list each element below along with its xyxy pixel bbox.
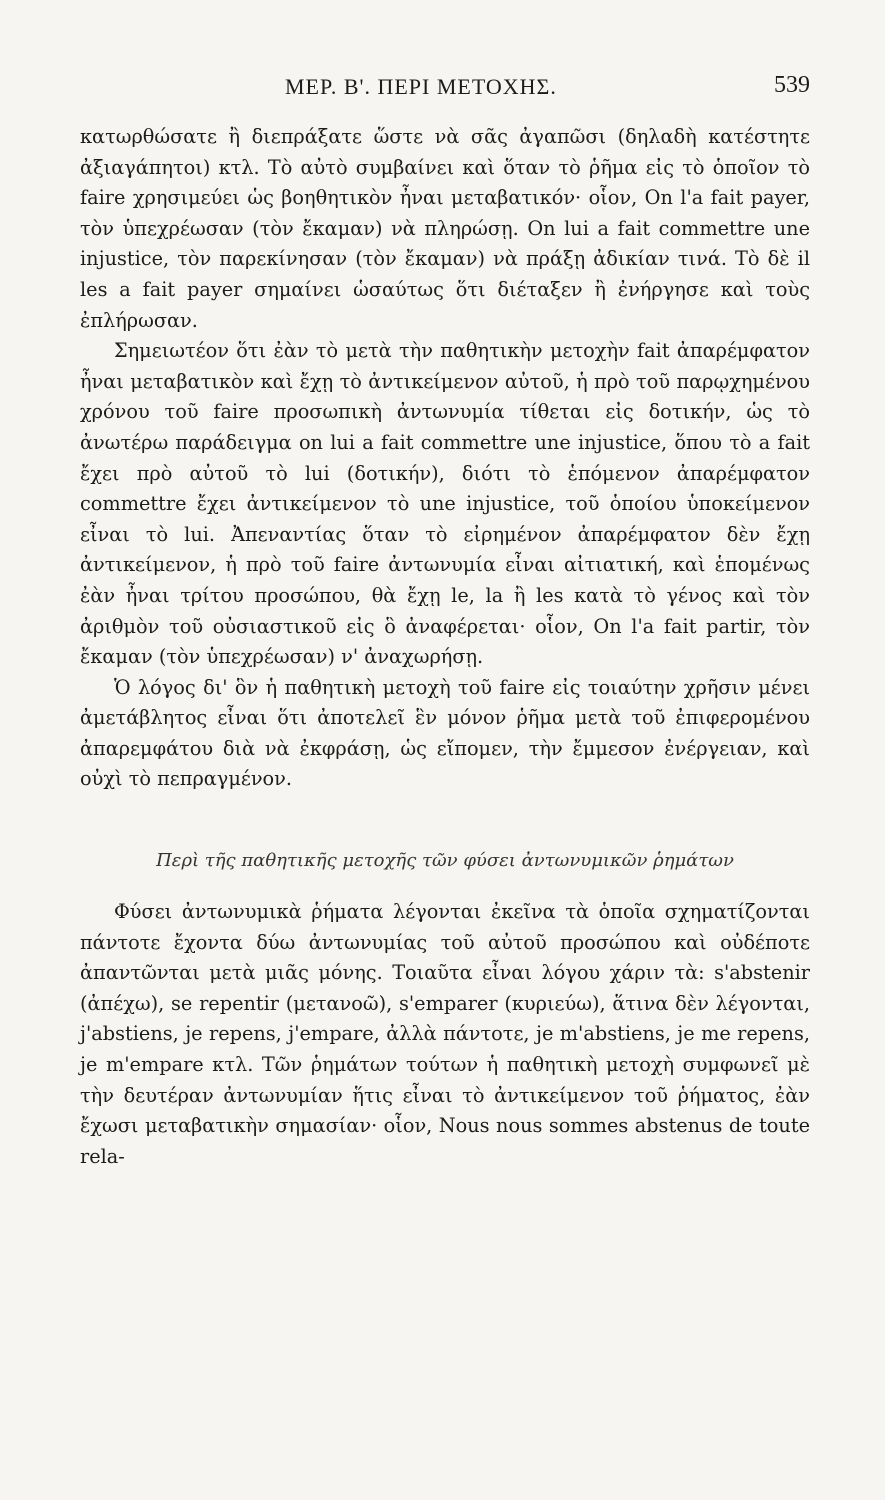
running-head: ΜΕΡ. Β'. ΠΕΡΙ ΜΕΤΟΧΗΣ. [285, 74, 557, 99]
body-text [80, 122, 810, 1172]
paragraph-4: Φύσει ἀντωνυμικὰ ῥήματα λέγονται ἐκεῖνα τὰ ὁποῖα σχηματίζονται πάντοτε ἔχοντα δύω ἀντωνυμίας τοῦ αὐτοῦ προσώπου καὶ οὐδέποτε ἀπαντῶνται μετὰ μιᾶς μόνης. Τοιαῦτα εἶναι λόγου χάριν τὰ: s'abstenir (ἀπέχω), se repentir (μετανοῶ), s'emparer (κυριεύω), ἅτινα δὲν λέγονται, j'abstiens, je repens, j'empare, ἀλλὰ πάντοτε, je m'abstiens, je me repens, je m'empare κτλ. Τῶν ῥημάτων τούτων ἡ παθητικὴ μετοχὴ συμφωνεῖ μὲ τὴν δευτέραν ἀντωνυμίαν ἥτις εἶναι τὸ ἀντικείμενον τοῦ ῥήματος, ἐὰν ἔχωσι μεταβατικὴν σημασίαν· οἷον, Nous nous sommes abstenus de toute rela- [80, 900, 810, 1168]
paragraph-3: Ὁ λόγος δι' ὃν ἡ παθητικὴ μετοχὴ τοῦ faire εἰς τοιαύτην χρῆσιν μένει ἀμετάβλητος εἶναι ὅτι ἀποτελεῖ ἓν μόνον ῥῆμα μετὰ τοῦ ἐπιφερομένου ἀπαρεμφάτου διὰ νὰ ἐκφράσῃ, ὡς εἴπομεν, τὴν ἔμμεσον ἐνέργειαν, καὶ οὐχὶ τὸ πεπραγμένον. [80, 675, 810, 791]
paragraph-2: Σημειωτέον ὅτι ἐὰν τὸ μετὰ τὴν παθητικὴν μετοχὴν fait ἀπαρέμφατον ἦναι μεταβατικὸν καὶ ἔχῃ τὸ ἀντικείμενον αὐτοῦ, ἡ πρὸ τοῦ παρῳχημένου χρόνου τοῦ faire προσωπικὴ ἀντωνυμία τίθεται εἰς δοτικήν, ὡς τὸ ἀνωτέρω παράδειγμα on lui a fait commettre une injustice, ὅπου τὸ a fait ἔχει πρὸ αὐτοῦ τὸ lui (δοτικήν), διότι τὸ ἑπόμενον ἀπαρέμφατον commettre ἔχει ἀντικείμενον τὸ une injustice, τοῦ ὁποίου ὑποκείμενον εἶναι τὸ lui. Ἀπεναντίας ὅταν τὸ εἰρημένον ἀπαρέμφατον δὲν ἔχῃ ἀντικείμενον, ἡ πρὸ τοῦ faire ἀντωνυμία εἶναι αἰτιατική, καὶ ἑπομένως ἐὰν ἦναι τρίτου προσώπου, θὰ ἔχῃ le, la ἢ les κατὰ τὸ γένος καὶ τὸν ἀριθμὸν τοῦ οὐσιαστικοῦ εἰς ὃ ἀναφέρεται· οἷον, On l'a fait partir, τὸν ἔκαμαν (τὸν ὑπεχρέωσαν) ν' ἀναχωρήσῃ. [80, 339, 810, 669]
page-number: 539 [774, 72, 810, 98]
section-subheading: Περὶ τῆς παθητικῆς μετοχῆς τῶν φύσει ἀντωνυμικῶν ῥημάτων [156, 850, 734, 872]
page-header [80, 70, 810, 106]
paragraph-1: κατωρθώσατε ἢ διεπράξατε ὥστε νὰ σᾶς ἀγαπῶσι (δηλαδὴ κατέστητε ἀξιαγάπητοι) κτλ. Τὸ αὐτὸ συμβαίνει καὶ ὅταν τὸ ῥῆμα εἰς τὸ ὁποῖον τὸ faire χρησιμεύει ὡς βοηθητικὸν ἦναι μεταβατικόν· οἷον, On l'a fait payer, τὸν ὑπεχρέωσαν (τὸν ἔκαμαν) νὰ πληρώσῃ. On lui a fait commettre une injustice, τὸν παρεκίνησαν (τὸν ἔκαμαν) νὰ πράξῃ ἀδικίαν τινά. Τὸ δὲ il les a fait payer σημαίνει ὡσαύτως ὅτι διέταξεν ἢ ἐνήργησε καὶ τοὺς ἐπλήρωσαν. [80, 125, 810, 332]
